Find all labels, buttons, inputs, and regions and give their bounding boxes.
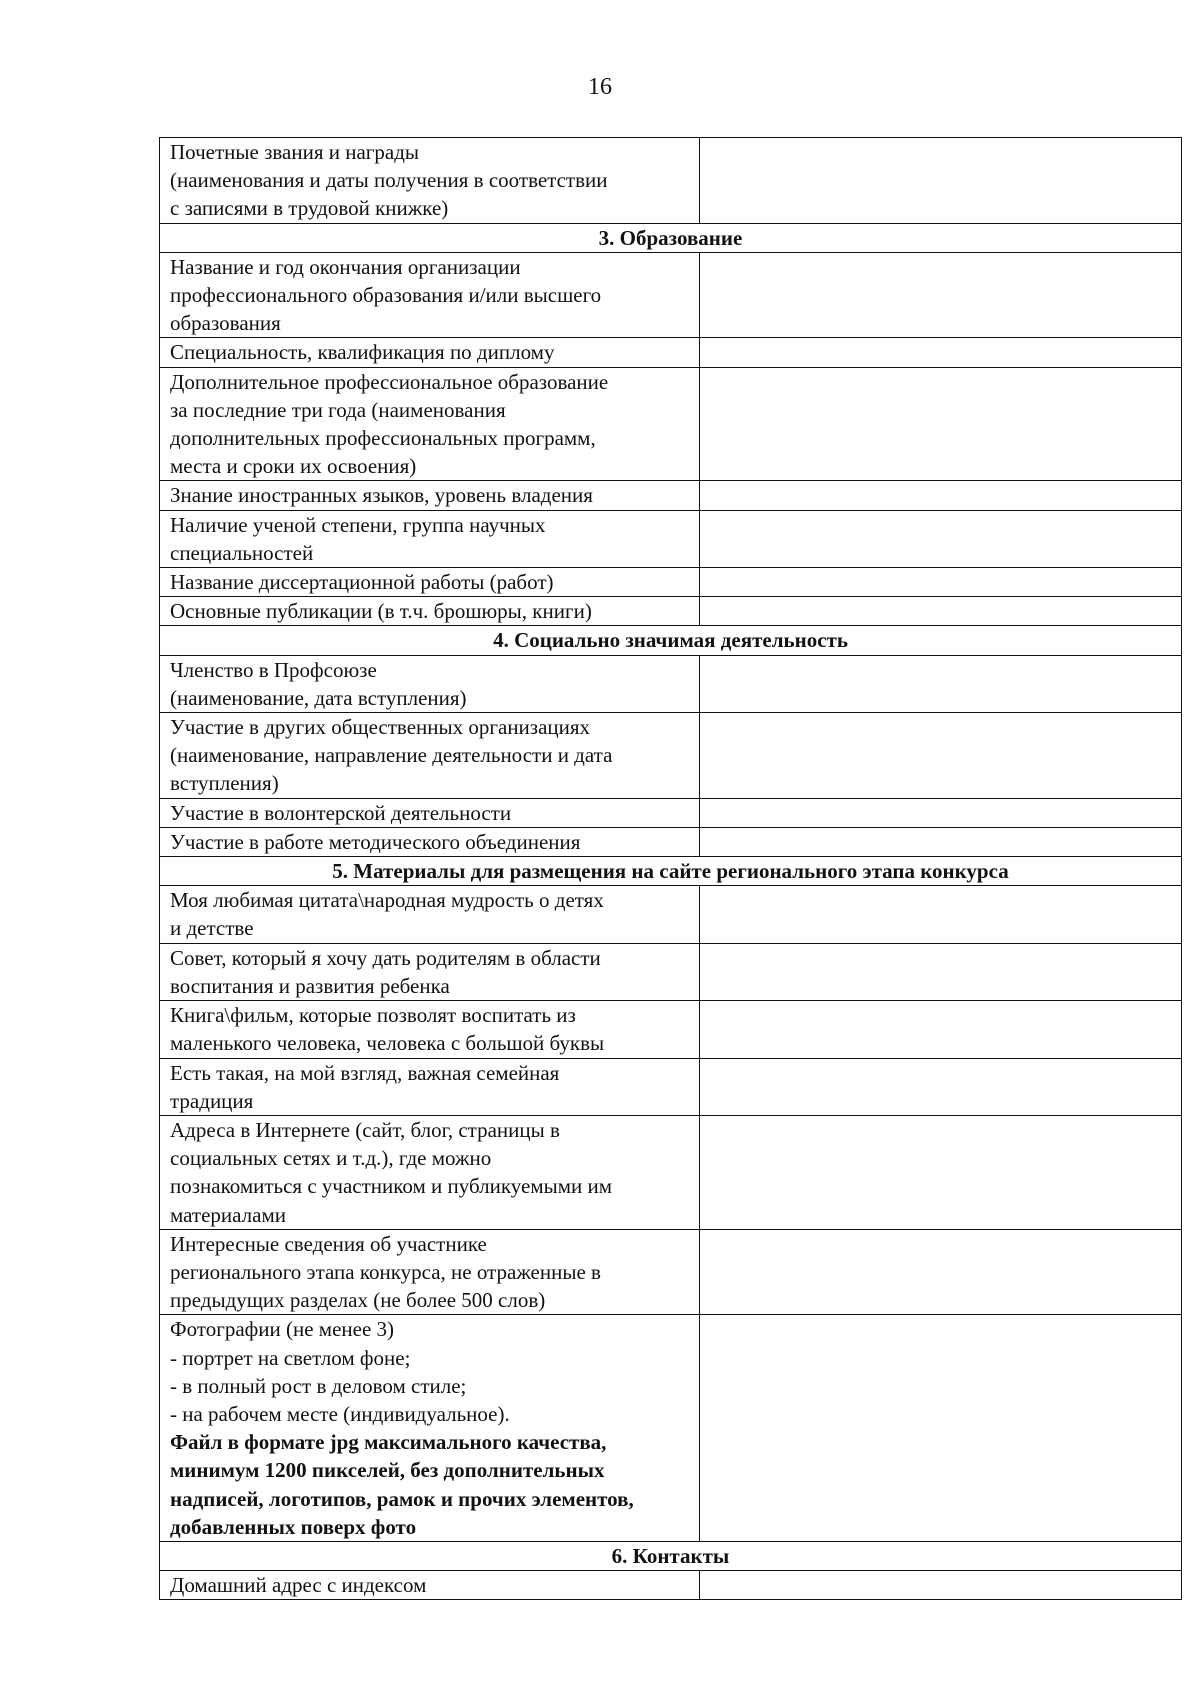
field-label: Адреса в Интернете (сайт, блог, страницы в социальных сетях и т.д.), где можно познакомиться с участником и публикуемыми им материалами [170,1117,613,1227]
field-row [160,943,1182,1000]
section-title: 4. Социально значимая деятельность [160,626,1182,655]
field-label-cell [160,481,700,510]
field-label-cell [160,138,700,224]
field-value-cell[interactable] [700,1001,1182,1058]
field-label: Название и год окончания организации профессионального образования и/или высшего образования [170,254,602,336]
field-value-cell[interactable] [700,338,1182,367]
field-label-cell [160,1001,700,1058]
field-value-cell[interactable] [700,827,1182,856]
field-label: Специальность, квалификация по диплому [170,340,555,365]
section-header-row [160,1541,1182,1570]
field-value-cell[interactable] [700,1058,1182,1115]
field-label: Почетные звания и награды (наименования и даты получения в соответствии с записями в трудовой книжке) [170,140,608,221]
field-label-cell [160,338,700,367]
field-row [160,481,1182,510]
field-label-cell [160,568,700,597]
field-label-cell [160,1571,700,1600]
field-row [160,827,1182,856]
field-label: Книга\фильм, которые позволят воспитать из маленького человека, человека с большой буквы [170,1003,605,1056]
section-header-row [160,857,1182,886]
section-title: 5. Материалы для размещения на сайте регионального этапа конкурса [160,857,1182,886]
field-label: Есть такая, на мой взгляд, важная семейная традиция [170,1060,560,1113]
field-row [160,1315,1182,1542]
field-value-cell[interactable] [700,138,1182,224]
field-row [160,1115,1182,1229]
field-label-cell [160,655,700,712]
field-label-cell [160,713,700,799]
section-title: 6. Контакты [160,1541,1182,1570]
field-value-cell[interactable] [700,1571,1182,1600]
field-row [160,713,1182,799]
field-label: Основные публикации (в т.ч. брошюры, книги) [170,599,592,624]
field-row [160,1571,1182,1600]
field-row [160,510,1182,567]
field-label-cell [160,1058,700,1115]
field-label: Участие в волонтерской деятельности [170,800,512,825]
field-label: Фотографии (не менее 3) - портрет на светлом фоне; - в полный рост в деловом стиле; - на рабочем месте (индивидуальное). [170,1317,510,1426]
field-label-cell [160,943,700,1000]
field-label-cell [160,1115,700,1229]
field-label: Участие в работе методического объединения [170,829,581,854]
field-value-cell[interactable] [700,510,1182,567]
field-value-cell[interactable] [700,655,1182,712]
field-value-cell[interactable] [700,1229,1182,1315]
field-row [160,138,1182,224]
field-row [160,1058,1182,1115]
field-label-cell [160,1229,700,1315]
field-label: Моя любимая цитата\народная мудрость о детях и детстве [170,888,604,941]
field-label-bold-note: Файл в формате jpg максимального качества, минимум 1200 пикселей, без дополнительных надписей, логотипов, рамок и прочих элементов, добавленных поверх фото [170,1430,634,1539]
field-row [160,367,1182,481]
field-value-cell[interactable] [700,886,1182,943]
field-row [160,597,1182,626]
field-label-cell [160,827,700,856]
questionnaire-table-body [160,138,1182,1600]
field-label: Членство в Профсоюзе (наименование, дата вступления) [170,657,467,710]
section-header-row [160,626,1182,655]
field-row [160,886,1182,943]
field-value-cell[interactable] [700,481,1182,510]
field-label-cell [160,798,700,827]
field-value-cell[interactable] [700,713,1182,799]
field-value-cell[interactable] [700,1115,1182,1229]
field-value-cell[interactable] [700,252,1182,338]
field-value-cell[interactable] [700,568,1182,597]
field-value-cell[interactable] [700,1315,1182,1542]
page-number: 16 [588,74,612,100]
field-value-cell[interactable] [700,597,1182,626]
questionnaire-table [159,137,1182,1600]
field-value-cell[interactable] [700,798,1182,827]
field-row [160,568,1182,597]
field-label-cell [160,886,700,943]
field-label-cell [160,367,700,481]
field-row [160,252,1182,338]
field-label: Наличие ученой степени, группа научных специальностей [170,512,546,565]
field-label-cell [160,1315,700,1542]
field-row [160,1001,1182,1058]
field-label: Дополнительное профессиональное образование за последние три года (наименования дополнительных профессиональных программ, места и сроки их освоения) [170,369,609,479]
field-label: Знание иностранных языков, уровень владения [170,483,593,508]
field-label: Название диссертационной работы (работ) [170,570,554,595]
field-row [160,1229,1182,1315]
field-row [160,338,1182,367]
field-label: Совет, который я хочу дать родителям в области воспитания и развития ребенка [170,945,601,998]
field-value-cell[interactable] [700,943,1182,1000]
field-label-cell [160,252,700,338]
field-value-cell[interactable] [700,367,1182,481]
field-row [160,798,1182,827]
field-label-cell [160,597,700,626]
field-label-cell [160,510,700,567]
field-label: Интересные сведения об участнике регионального этапа конкурса, не отраженные в предыдущих разделах (не более 500 слов) [170,1231,601,1313]
field-row [160,655,1182,712]
section-title: 3. Образование [160,223,1182,252]
field-label: Домашний адрес с индексом [170,1573,427,1598]
field-label: Участие в других общественных организациях (наименование, направление деятельности и дата вступления) [170,715,613,796]
section-header-row [160,223,1182,252]
